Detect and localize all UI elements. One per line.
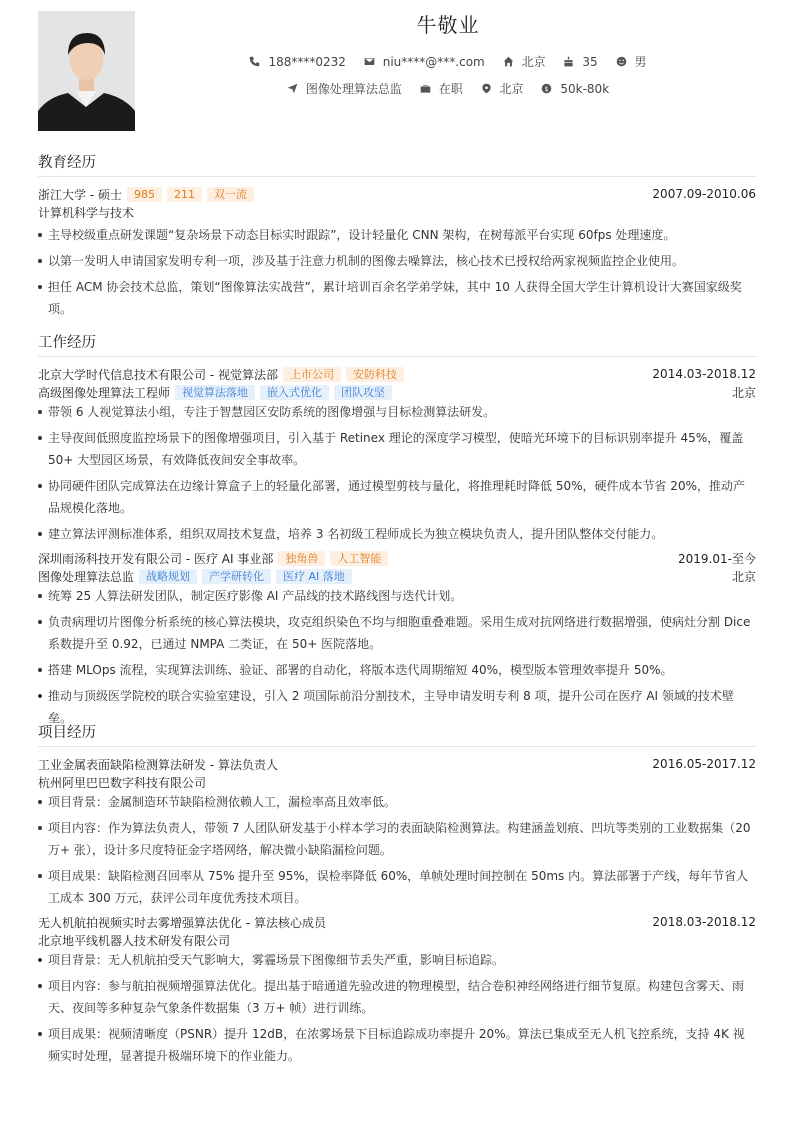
cake-icon [563, 56, 574, 67]
company-tag: 独角兽 [278, 551, 325, 566]
mail-icon [364, 56, 375, 67]
project-entry [38, 755, 756, 909]
section-title: 教育经历 [38, 151, 756, 177]
job-city: 北京 [731, 385, 756, 400]
project-date: 2018.03-2018.12 [652, 915, 756, 929]
section-title: 项目经历 [38, 721, 756, 747]
list-item: 建立算法评测标准体系，组织双周技术复盘，培养 3 名初级工程师成长为独立模块负责人，提升团队整体交付能力。 [38, 523, 756, 545]
home-icon [503, 56, 514, 67]
position-tag: 医疗 AI 落地 [276, 569, 352, 584]
job-position-row [38, 567, 756, 585]
list-item: 项目内容：参与航拍视频增强算法优化。提出基于暗通道先验改进的物理模型，结合卷积神经网络进行细节复原。构建包含雾天、雨天、夜间等多种复杂气象条件数据集（3 万+ 帧）进行训练。 [38, 975, 756, 1019]
position-tag: 团队攻坚 [334, 385, 392, 400]
list-item: 协同硬件团队完成算法在边缘计算盒子上的轻量化部署，通过模型剪枝与量化，将推理耗时降低 50%，硬件成本节省 20%，推动产品规模化落地。 [38, 475, 756, 519]
email-text: niu****@***.com [382, 54, 485, 69]
list-item: 带领 6 人视觉算法小组，专注于智慧园区安防系统的图像增强与目标检测算法研发。 [38, 401, 756, 423]
education-date: 2007.09-2010.06 [652, 187, 756, 201]
projects-section [38, 721, 756, 1071]
section-title: 工作经历 [38, 331, 756, 357]
job-city: 北京 [731, 569, 756, 584]
target-city-text: 北京 [499, 82, 524, 96]
project-name: 工业金属表面缺陷检测算法研发 - 算法负责人 [38, 757, 278, 772]
list-item: 主导夜间低照度监控场景下的图像增强项目，引入基于 Retinex 理论的深度学习模型，使暗光环境下的目标识别率提升 45%，覆盖 50+ 大型园区场景，有效降低夜间安全事故率。 [38, 427, 756, 471]
company-name: 北京大学时代信息技术有限公司 - 视觉算法部 [38, 367, 278, 382]
project-header-row [38, 755, 756, 773]
project-bullets [38, 791, 756, 909]
target-position-text: 图像处理算法总监 [305, 82, 402, 96]
job-bullets [38, 401, 756, 545]
contact-info [140, 53, 756, 70]
project-org: 杭州阿里巴巴数字科技有限公司 [38, 775, 207, 790]
job-entry [38, 365, 756, 545]
salary-text: 50k-80k [560, 81, 610, 96]
project-org: 北京地平线机器人技术研发有限公司 [38, 933, 231, 948]
gender-text: 男 [634, 55, 647, 69]
salary-item [541, 82, 609, 96]
send-icon [287, 83, 298, 94]
phone-item [249, 55, 345, 69]
company-tag: 人工智能 [330, 551, 388, 566]
list-item: 项目背景：金属制造环节缺陷检测依赖人工，漏检率高且效率低。 [38, 791, 756, 813]
position-tag: 战略规划 [139, 569, 197, 584]
job-bullets [38, 585, 756, 729]
email-item [364, 55, 485, 69]
target-city-item [481, 80, 524, 97]
job-position-row [38, 383, 756, 401]
list-item: 主导校级重点研发课题“复杂场景下动态目标实时跟踪”，设计轻量化 CNN 架构，在树莓派平台实现 60fps 处理速度。 [38, 224, 756, 246]
list-item: 以第一发明人申请国家发明专利一项，涉及基于注意力机制的图像去噪算法，核心技术已授权给两家视频监控企业使用。 [38, 250, 756, 272]
work-section [38, 331, 756, 733]
list-item: 项目成果：缺陷检测召回率从 75% 提升至 95%，误检率降低 60%，单帧处理时间控制在 50ms 内。算法部署于产线，每年节省人工成本 300 万元，获评公司年度优秀技术项目。 [38, 865, 756, 909]
target-position-item [287, 80, 402, 97]
project-header-row [38, 913, 756, 931]
city-item [503, 53, 546, 70]
phone-text: 188****0232 [268, 54, 346, 69]
education-header-row [38, 185, 756, 203]
position-name: 高级图像处理算法工程师 [38, 385, 171, 400]
gender-item [616, 53, 647, 70]
briefcase-icon [420, 83, 431, 94]
job-date: 2019.01-至今 [678, 551, 756, 566]
school-tag: 211 [167, 187, 202, 202]
education-bullets [38, 224, 756, 320]
location-pin-icon [481, 83, 492, 94]
project-entry [38, 913, 756, 1067]
list-item: 推动与顶级医学院校的联合实验室建设，引入 2 项国际前沿分割技术，主导申请发明专利 8 项，提升公司在医疗 AI 领域的技术壁垒。 [38, 685, 756, 729]
list-item: 担任 ACM 协会技术总监，策划“图像算法实战营”，累计培训百余名学弟学妹，其中 10 人获得全国大学生计算机设计大赛国家级奖项。 [38, 276, 756, 320]
list-item: 项目成果：视频清晰度（PSNR）提升 12dB，在浓雾场景下目标追踪成功率提升 20%。算法已集成至无人机飞控系统，支持 4K 视频实时处理，显著提升极端环境下的作业能力。 [38, 1023, 756, 1067]
major: 计算机科学与技术 [38, 205, 135, 220]
position-tag: 嵌入式优化 [260, 385, 329, 400]
age-item [563, 55, 597, 69]
school-tag: 985 [127, 187, 162, 202]
status-item [420, 80, 463, 97]
job-entry [38, 549, 756, 729]
project-date: 2016.05-2017.12 [652, 757, 756, 771]
position-tag: 视觉算法落地 [175, 385, 255, 400]
position-tag: 产学研转化 [202, 569, 271, 584]
project-bullets [38, 949, 756, 1067]
list-item: 负责病理切片图像分析系统的核心算法模块，攻克组织染色不均与细胞重叠难题。采用生成对抗网络进行数据增强，使病灶分割 Dice 系数提升至 0.92，已通过 NMPA 二类证，在 50+ 医院落地。 [38, 611, 756, 655]
company-tag: 安防科技 [346, 367, 404, 382]
profile-photo [38, 11, 135, 131]
candidate-name: 牛敬业 [416, 13, 480, 37]
city-text: 北京 [521, 55, 546, 69]
list-item: 搭建 MLOps 流程，实现算法训练、验证、部署的自动化，将版本迭代周期缩短 40%，模型版本管理效率提升 50%。 [38, 659, 756, 681]
job-intention [140, 80, 756, 97]
age-text: 35 [582, 54, 598, 69]
job-company-row [38, 549, 756, 567]
money-icon [541, 83, 552, 94]
project-name: 无人机航拍视频实时去雾增强算法优化 - 算法核心成员 [38, 915, 326, 930]
school-name: 浙江大学 - 硕士 [38, 187, 122, 202]
phone-icon [249, 56, 260, 67]
list-item: 项目背景：无人机航拍受天气影响大，雾霾场景下图像细节丢失严重，影响目标追踪。 [38, 949, 756, 971]
company-tag: 上市公司 [283, 367, 341, 382]
list-item: 项目内容：作为算法负责人，带领 7 人团队研发基于小样本学习的表面缺陷检测算法。构建涵盖划痕、凹坑等类别的工业数据集（20 万+ 张），设计多尺度特征金字塔网络，解决微小缺陷漏检问题。 [38, 817, 756, 861]
job-date: 2014.03-2018.12 [652, 367, 756, 381]
svg-text:$: $ [544, 85, 549, 93]
education-section [38, 151, 756, 324]
face-icon [616, 56, 627, 67]
school-tag: 双一流 [207, 187, 254, 202]
list-item: 统筹 25 人算法研发团队，制定医疗影像 AI 产品线的技术路线图与迭代计划。 [38, 585, 756, 607]
position-name: 图像处理算法总监 [38, 569, 135, 584]
job-company-row [38, 365, 756, 383]
status-text: 在职 [438, 82, 463, 96]
company-name: 深圳雨汤科技开发有限公司 - 医疗 AI 事业部 [38, 551, 274, 566]
